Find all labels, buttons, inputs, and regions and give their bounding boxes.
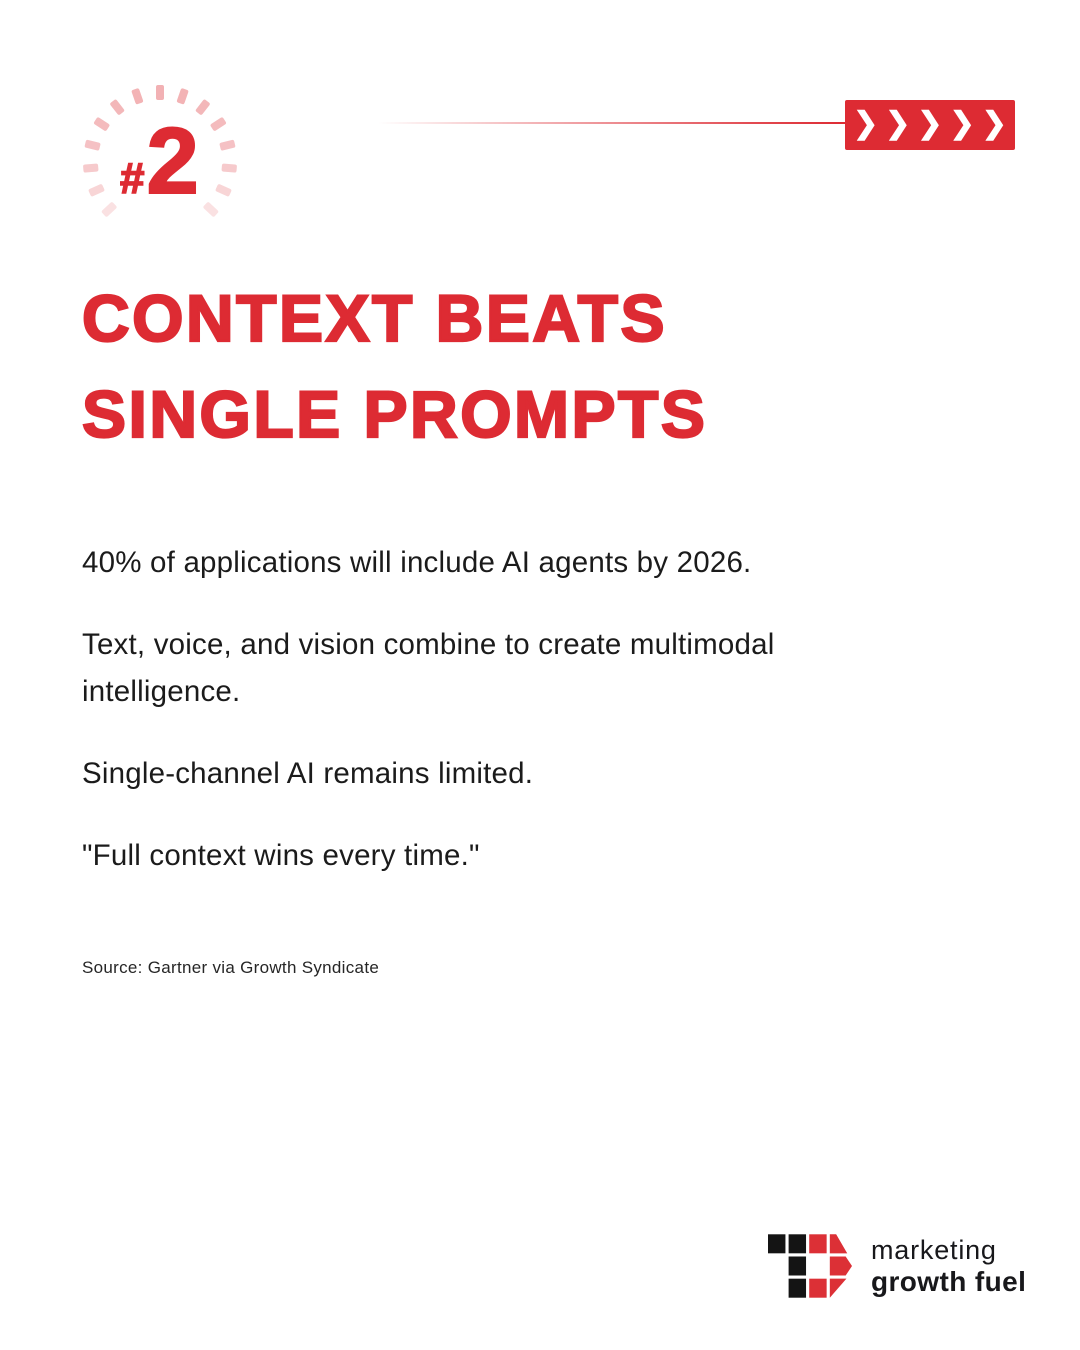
brand-logo (768, 1232, 1026, 1300)
brand-word-marketing: marketing (871, 1234, 997, 1265)
page-title (82, 270, 707, 462)
growth-fuel-logo-icon (768, 1232, 852, 1300)
brand-word-growth-fuel: growth fuel (871, 1265, 1027, 1297)
body-paragraph: Text, voice, and vision combine to create multimodal intelligence. (82, 628, 775, 708)
accent-line (378, 122, 845, 124)
rank-number (120, 107, 240, 217)
brand-wordmark (871, 1235, 1026, 1298)
title-line-2: SINGLE PROMPTS (82, 377, 708, 451)
body-copy (82, 539, 982, 914)
source-attribution: Source: Gartner via Growth Syndicate (82, 958, 380, 977)
rank-badge (75, 77, 245, 247)
body-paragraph: 40% of applications will include AI agents by 2026. (82, 546, 752, 579)
body-paragraph: "Full context wins every time." (82, 839, 480, 872)
title-line-1: CONTEXT BEATS (82, 281, 667, 355)
arrow-banner (845, 100, 1015, 150)
rank-value: 2 (146, 108, 199, 213)
body-paragraph: Single-channel AI remains limited. (82, 757, 534, 790)
hash-symbol: # (120, 154, 145, 203)
chevrons-right-icon: ❯❯❯❯❯ (853, 107, 1014, 140)
